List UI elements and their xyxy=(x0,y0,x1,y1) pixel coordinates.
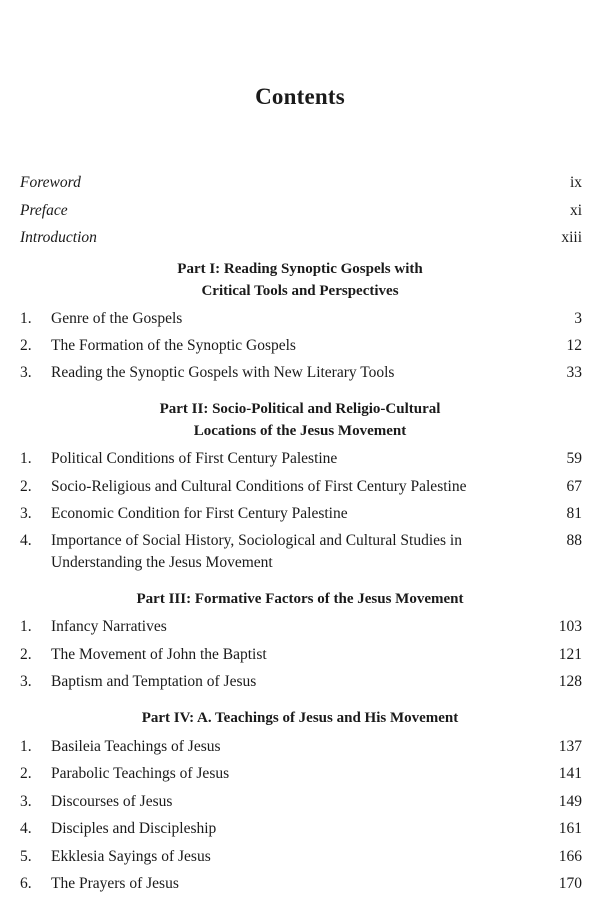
chapter-number: 1. xyxy=(20,310,32,327)
chapter-number: 4. xyxy=(20,532,32,549)
chapter-number: 1. xyxy=(20,738,32,755)
part-heading-line: Part III: Formative Factors of the Jesus Movement xyxy=(136,591,464,607)
entry-page: 141 xyxy=(558,765,582,782)
part-heading xyxy=(60,707,540,729)
part-heading-line: Part II: Socio-Political and Religio-Cultural xyxy=(159,401,441,417)
chapter-number: 3. xyxy=(20,673,32,690)
entry-label: Introduction xyxy=(20,229,97,246)
entry-page: xiii xyxy=(561,229,582,246)
entry-page: 67 xyxy=(566,478,582,495)
chapter-number: 5. xyxy=(20,848,32,865)
chapter-number: 2. xyxy=(20,478,32,495)
chapter-number: 3. xyxy=(20,505,32,522)
part-heading-line: Locations of the Jesus Movement xyxy=(193,423,407,439)
chapter-number: 1. xyxy=(20,618,32,635)
part-heading xyxy=(60,588,540,610)
chapter-number: 2. xyxy=(20,337,32,354)
chapter-number: 2. xyxy=(20,765,32,782)
chapter-number: 6. xyxy=(20,875,32,892)
chapter-title: Economic Condition for First Century Palestine xyxy=(51,505,348,522)
entry-page: 59 xyxy=(566,450,582,467)
entry-page: 33 xyxy=(566,364,582,381)
part-heading xyxy=(60,398,540,442)
entry-page: 3 xyxy=(574,310,582,327)
page-title: Contents xyxy=(255,84,345,109)
chapter-number: 1. xyxy=(20,450,32,467)
entry-page: 149 xyxy=(558,793,582,810)
chapter-number: 3. xyxy=(20,793,32,810)
entry-page: 166 xyxy=(558,848,582,865)
chapter-number: 3. xyxy=(20,364,32,381)
chapter-title-line: Understanding the Jesus Movement xyxy=(51,554,273,571)
chapter-title: Basileia Teachings of Jesus xyxy=(51,738,221,755)
chapter-title: Socio-Religious and Cultural Conditions of First Century Palestine xyxy=(51,478,467,495)
chapter-title: The Prayers of Jesus xyxy=(51,875,179,892)
chapter-title: Political Conditions of First Century Palestine xyxy=(51,450,338,467)
entry-page: 81 xyxy=(566,505,582,522)
entry-page: xi xyxy=(569,202,582,219)
entry-page: 161 xyxy=(558,820,582,837)
part-heading-line: Part IV: A. Teachings of Jesus and His Movement xyxy=(141,710,459,726)
chapter-title: Disciples and Discipleship xyxy=(51,820,217,837)
chapter-title: Reading the Synoptic Gospels with New Literary Tools xyxy=(51,364,395,381)
chapter-title: Discourses of Jesus xyxy=(51,793,173,810)
entry-label: Preface xyxy=(20,202,68,219)
chapter-number: 4. xyxy=(20,820,32,837)
entry-page: 88 xyxy=(566,532,582,549)
entry-page: 103 xyxy=(558,618,582,635)
entry-page: ix xyxy=(569,174,582,191)
part-heading-line: Critical Tools and Perspectives xyxy=(201,283,399,299)
entry-page: 170 xyxy=(558,875,582,892)
part-heading xyxy=(60,258,540,302)
chapter-title: Baptism and Temptation of Jesus xyxy=(51,673,257,690)
entry-label: Foreword xyxy=(20,174,81,191)
chapter-title: Parabolic Teachings of Jesus xyxy=(51,765,230,782)
chapter-title: Ekklesia Sayings of Jesus xyxy=(51,848,211,865)
chapter-title: Genre of the Gospels xyxy=(51,310,183,327)
entry-page: 137 xyxy=(558,738,582,755)
chapter-title: The Movement of John the Baptist xyxy=(51,646,267,663)
chapter-title-line: Importance of Social History, Sociological and Cultural Studies in xyxy=(51,532,462,549)
chapter-number: 2. xyxy=(20,646,32,663)
chapter-title: Infancy Narratives xyxy=(51,618,167,635)
entry-page: 128 xyxy=(558,673,582,690)
entry-page: 12 xyxy=(566,337,582,354)
toc-entry[interactable] xyxy=(20,530,582,574)
chapter-title: The Formation of the Synoptic Gospels xyxy=(51,337,296,354)
part-heading-line: Part I: Reading Synoptic Gospels with xyxy=(177,261,423,277)
entry-page: 121 xyxy=(558,646,582,663)
